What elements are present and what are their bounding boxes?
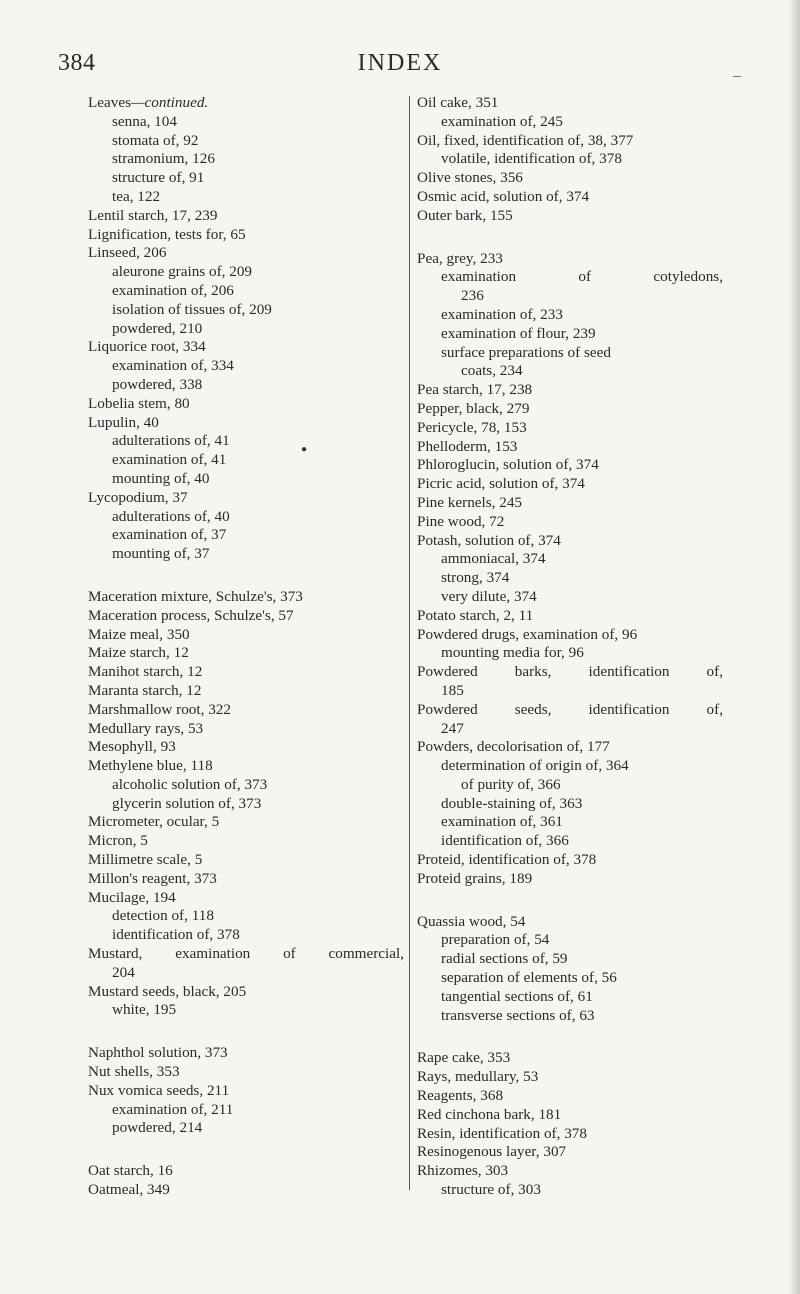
index-entry: Potash, solution of, 374 — [417, 531, 561, 549]
index-subentry: structure of, 91 — [112, 169, 205, 187]
index-entry: Powdered seeds, identification of, — [417, 700, 723, 718]
column-rule — [409, 96, 410, 1190]
index-subentry: surface preparations of seed — [441, 343, 611, 361]
index-subentry: preparation of, 54 — [441, 931, 550, 949]
index-entry-continuation: coats, 234 — [461, 362, 523, 380]
section-gap — [88, 1138, 404, 1162]
index-subentry: mounting of, 37 — [112, 545, 210, 563]
index-subentry: powdered, 338 — [112, 375, 203, 393]
index-entry: Naphthol solution, 373 — [88, 1044, 228, 1062]
index-entry: Phloroglucin, solution of, 374 — [417, 456, 599, 474]
index-subentry: white, 195 — [112, 1001, 177, 1019]
index-entry: Pea, grey, 233 — [417, 249, 503, 267]
index-entry: Maize meal, 350 — [88, 625, 190, 643]
index-subentry: senna, 104 — [112, 112, 177, 130]
index-block — [417, 913, 723, 1026]
index-subentry: structure of, 303 — [441, 1181, 541, 1199]
index-entry: Rape cake, 353 — [417, 1049, 511, 1067]
running-head: INDEX — [357, 50, 443, 76]
index-subentry: examination of, 41 — [112, 451, 227, 469]
index-entry: Lycopodium, 37 — [88, 488, 188, 506]
index-entry: Mustard seeds, black, 205 — [88, 982, 247, 1000]
index-subentry: stomata of, 92 — [112, 131, 199, 149]
index-entry: Nux vomica seeds, 211 — [88, 1081, 230, 1099]
index-entry: Manihot starch, 12 — [88, 663, 203, 681]
index-entry: Pepper, black, 279 — [417, 399, 530, 417]
index-entry: Pea starch, 17, 238 — [417, 381, 533, 399]
index-entry: Powders, decolorisation of, 177 — [417, 738, 610, 756]
index-entry: Potato starch, 2, 11 — [417, 606, 534, 624]
index-entry: Lupulin, 40 — [88, 413, 159, 431]
edge-mark — [733, 76, 741, 77]
index-entry: Proteid, identification of, 378 — [417, 851, 597, 869]
index-entry: Outer bark, 155 — [417, 206, 513, 224]
index-subentry: ammoniacal, 374 — [441, 550, 546, 568]
index-heading-leaves — [88, 94, 404, 113]
index-entry: Powdered drugs, examination of, 96 — [417, 625, 638, 643]
index-entry-continuation: 247 — [441, 719, 464, 737]
index-entry: Millimetre scale, 5 — [88, 851, 203, 869]
index-entry: Lentil starch, 17, 239 — [88, 206, 218, 224]
index-subentry: very dilute, 374 — [441, 587, 537, 605]
index-entry: Oil cake, 351 — [417, 94, 499, 111]
continued-note: —continued. — [131, 94, 209, 111]
index-subentry: examination of, 206 — [112, 281, 234, 299]
index-block — [417, 381, 723, 663]
index-subentry: tea, 122 — [112, 187, 161, 205]
index-subentry: examination of flour, 239 — [441, 324, 596, 342]
index-subentry: separation of elements of, 56 — [441, 969, 617, 987]
index-block — [417, 306, 723, 344]
index-entry: Methylene blue, 118 — [88, 757, 213, 775]
index-entry: Oatmeal, 349 — [88, 1181, 170, 1199]
index-entry: Resinogenous layer, 307 — [417, 1143, 567, 1161]
ink-dot: ● — [301, 444, 308, 455]
index-subentry: volatile, identification of, 378 — [441, 150, 622, 168]
index-subentry: powdered, 214 — [112, 1119, 203, 1137]
index-subentry: examination of, 334 — [112, 357, 234, 375]
index-block — [417, 1049, 723, 1199]
index-subentry: mounting of, 40 — [112, 469, 210, 487]
index-entry: Mesophyll, 93 — [88, 738, 176, 756]
index-block — [417, 738, 723, 888]
index-block — [88, 1162, 404, 1200]
index-entry-continuation: 185 — [441, 681, 464, 699]
index-entry: Maceration mixture, Schulze's, 373 — [88, 587, 303, 605]
entry-term: Leaves — [88, 94, 132, 111]
index-entry-continuation: 204 — [112, 963, 135, 981]
index-subentry: aleurone grains of, 209 — [112, 263, 253, 281]
section-gap — [88, 564, 404, 588]
index-subentry: powdered, 210 — [112, 319, 203, 337]
page-edge-shadow — [788, 0, 800, 1294]
index-entry: Olive stones, 356 — [417, 169, 523, 187]
index-subentry: identification of, 366 — [441, 832, 569, 850]
section-gap — [417, 889, 723, 913]
index-block — [88, 983, 404, 1021]
index-entry: Maize starch, 12 — [88, 644, 189, 662]
index-entry: Quassia wood, 54 — [417, 912, 526, 930]
index-subentry: examination of cotyledons, — [441, 268, 723, 286]
index-entry: Oat starch, 16 — [88, 1162, 173, 1180]
index-entry: Pine wood, 72 — [417, 512, 505, 530]
index-entry: Medullary rays, 53 — [88, 719, 204, 737]
section-gap — [417, 1025, 723, 1049]
index-entry: Proteid grains, 189 — [417, 869, 533, 887]
section-gap — [417, 226, 723, 250]
index-subentry: glycerin solution of, 373 — [112, 794, 262, 812]
index-entry: Lobelia stem, 80 — [88, 394, 190, 412]
index-entry: Micrometer, ocular, 5 — [88, 813, 220, 831]
index-column-right — [417, 94, 723, 1200]
section-gap — [88, 1020, 404, 1044]
index-entry: Micron, 5 — [88, 832, 148, 850]
index-subentry: transverse sections of, 63 — [441, 1006, 595, 1024]
index-entry: Oil, fixed, identification of, 38, 377 — [417, 131, 634, 149]
index-subentry: isolation of tissues of, 209 — [112, 300, 272, 318]
index-entry: Rays, medullary, 53 — [417, 1068, 539, 1086]
index-subentry: mounting media for, 96 — [441, 644, 584, 662]
index-entry: Mucilage, 194 — [88, 888, 176, 906]
index-entry: Red cinchona bark, 181 — [417, 1105, 562, 1123]
index-subentry: alcoholic solution of, 373 — [112, 775, 268, 793]
index-entry: Maranta starch, 12 — [88, 681, 202, 699]
index-subentry: adulterations of, 41 — [112, 432, 230, 450]
index-subentry: examination of, 211 — [112, 1100, 234, 1118]
index-block — [88, 1044, 404, 1138]
index-subentry: examination of, 37 — [112, 526, 227, 544]
index-entry: Linseed, 206 — [88, 244, 167, 262]
index-entry: Phelloderm, 153 — [417, 437, 518, 455]
index-subentry: stramonium, 126 — [112, 150, 215, 168]
index-subentry: examination of, 361 — [441, 813, 563, 831]
index-subentry: of purity of, 366 — [461, 775, 561, 793]
index-entry: Mustard, examination of commercial, — [88, 945, 404, 963]
index-subentry: tangential sections of, 61 — [441, 987, 593, 1005]
index-subentry: examination of, 233 — [441, 305, 563, 323]
index-entry: Nut shells, 353 — [88, 1063, 180, 1081]
index-entry: Resin, identification of, 378 — [417, 1124, 587, 1142]
index-entry: Rhizomes, 303 — [417, 1162, 509, 1180]
index-block — [88, 113, 404, 564]
index-entry: Liquorice root, 334 — [88, 338, 206, 356]
index-entry: Pericycle, 78, 153 — [417, 418, 527, 436]
index-subentry: detection of, 118 — [112, 907, 214, 925]
index-entry: Powdered barks, identification of, — [417, 663, 723, 681]
index-entry: Pine kernels, 245 — [417, 493, 523, 511]
page-number: 384 — [58, 50, 96, 76]
index-subentry: radial sections of, 59 — [441, 950, 568, 968]
index-column-left — [88, 94, 404, 1200]
index-entry: Marshmallow root, 322 — [88, 700, 231, 718]
index-subentry: strong, 374 — [441, 569, 510, 587]
index-subentry: determination of origin of, 364 — [441, 757, 629, 775]
index-block — [88, 588, 404, 945]
index-entry: Osmic acid, solution of, 374 — [417, 187, 590, 205]
index-entry: Millon's reagent, 373 — [88, 869, 217, 887]
index-subentry: identification of, 378 — [112, 926, 240, 944]
index-entry: Lignification, tests for, 65 — [88, 225, 246, 243]
index-entry: Picric acid, solution of, 374 — [417, 475, 585, 493]
index-entry: Reagents, 368 — [417, 1087, 504, 1105]
index-subentry: double-staining of, 363 — [441, 794, 583, 812]
index-subentry: examination of, 245 — [441, 112, 563, 130]
index-block — [417, 94, 723, 226]
index-entry: Maceration process, Schulze's, 57 — [88, 606, 294, 624]
index-subentry: adulterations of, 40 — [112, 507, 230, 525]
index-entry-continuation: 236 — [461, 287, 484, 305]
